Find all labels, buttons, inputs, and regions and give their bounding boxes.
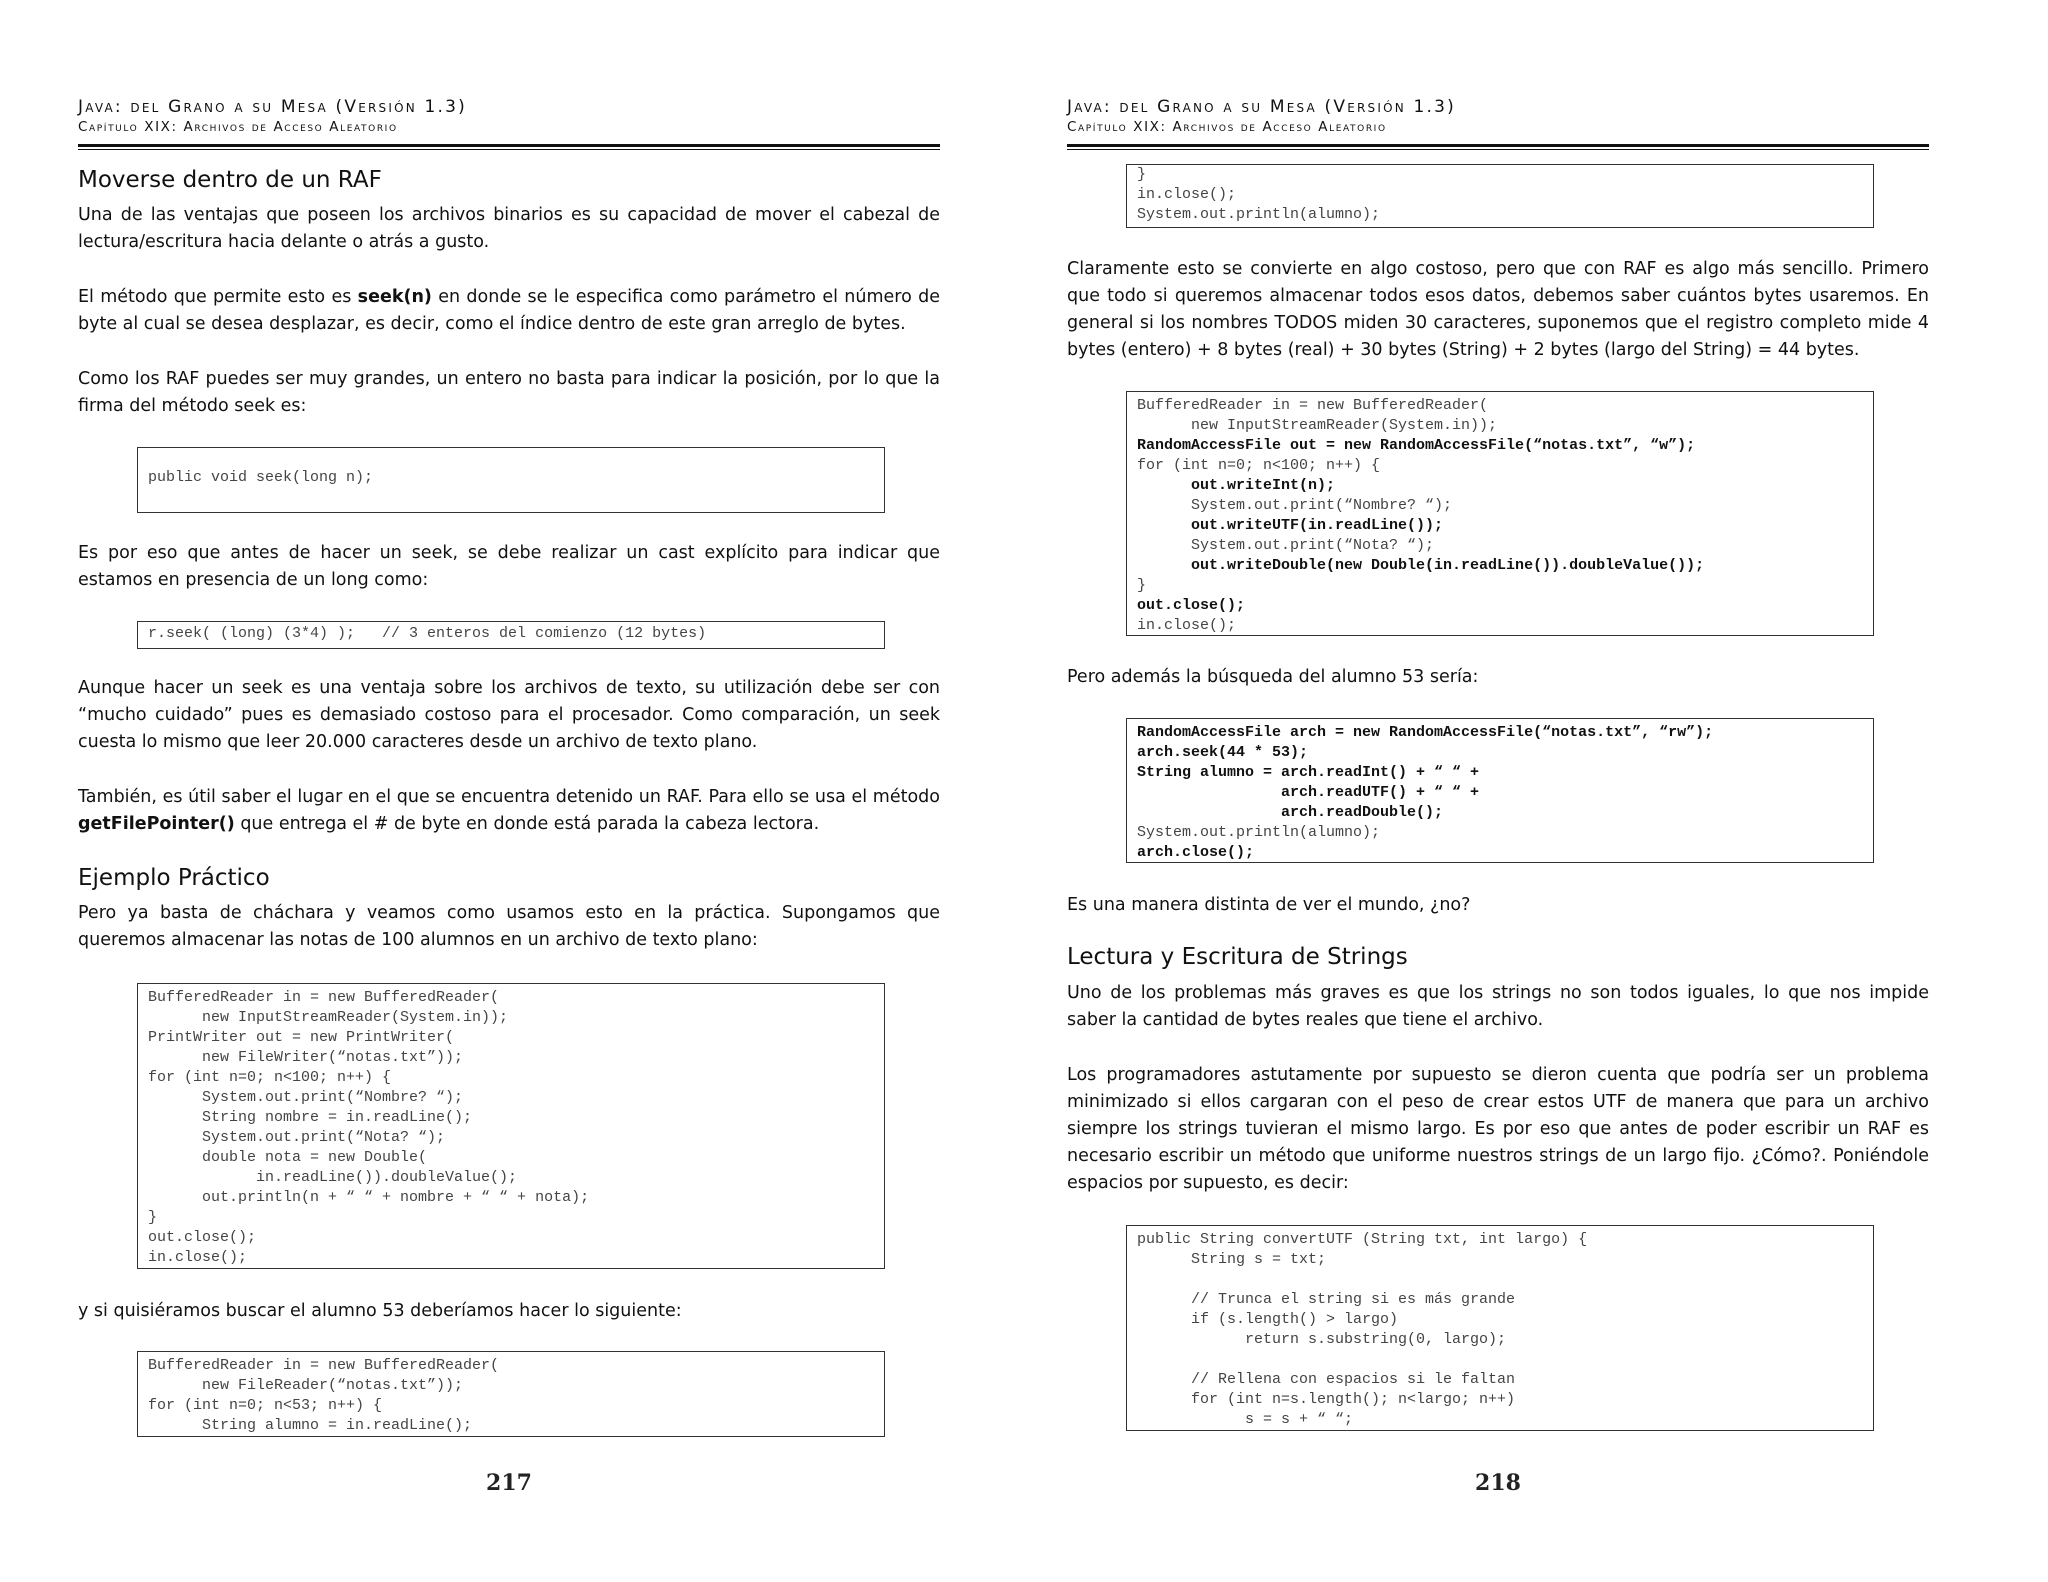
- paragraph-text: Pero además la búsqueda del alumno 53 sería:: [1067, 667, 1479, 687]
- book-title: Java: del Grano a su Mesa (Versión 1.3): [1067, 97, 1456, 117]
- code-text: public void seek(long n);: [148, 469, 374, 486]
- paragraph-text: Una de las ventajas que poseen los archivos binarios es su capacidad de mover el cabezal de lectura/escritura hacia delante o atrás a gusto.: [78, 205, 940, 252]
- paragraph-text: Pero ya basta de cháchara y veamos como usamos esto en la práctica. Supongamos que queremos almacenar las notas de 100 alumnos en un archivo de texto plano:: [78, 903, 940, 950]
- paragraph-text: El método que permite esto es seek(n) en donde se le especifica como parámetro el número de byte al cual se desea desplazar, es decir, como el índice dentro de este gran arreglo de bytes.: [78, 287, 940, 334]
- paragraph-text: Es por eso que antes de hacer un seek, se debe realizar un cast explícito para indicar que estamos en presencia de un long como:: [78, 543, 940, 590]
- paragraph-text: Uno de los problemas más graves es que los strings no son todos iguales, lo que nos impide saber la cantidad de bytes reales que tiene el archivo.: [1067, 983, 1929, 1030]
- page-number: 218: [1475, 1470, 1521, 1496]
- paragraph: [78, 540, 940, 594]
- paragraph: [78, 900, 940, 954]
- code-text: public String convertUTF (String txt, int largo) { String s = txt; // Trunca el string si es más grande if (s.length() > largo) return s.substring(0, largo); // Rellena con espacios si le faltan for (int n=s.length(); n<largo; n++) s = s + “ “;: [1137, 1231, 1588, 1428]
- code-block: [137, 447, 885, 513]
- header-rule-thick: [78, 144, 940, 147]
- code-text: BufferedReader in = new BufferedReader( new InputStreamReader(System.in)); RandomAccessFile out = new RandomAccessFile(“notas.txt”, “w”); for (int n=0; n<100; n++) { out.writeInt(n); System.out.print(“Nombre? “); out.writeUTF(in.readLine()); System.out.print(“Nota? “); out.writeDouble(new Double(in.readLine()).doubleValue()); } out.close(); in.close();: [1137, 397, 1705, 634]
- section-ejemplo: [78, 863, 940, 893]
- paragraph: [1067, 1062, 1929, 1197]
- paragraph: [1067, 980, 1929, 1034]
- book-title: Java: del Grano a su Mesa (Versión 1.3): [78, 97, 467, 117]
- code-text: BufferedReader in = new BufferedReader( new FileReader(“notas.txt”)); for (int n=0; n<53; n++) { String alumno = in.readLine();: [148, 1357, 500, 1434]
- paragraph: [78, 675, 940, 756]
- paragraph: [78, 202, 940, 256]
- paragraph-text: Los programadores astutamente por supuesto se dieron cuenta que podría ser un problema minimizado si ellos cargaran con el peso de crear estos UTF de manera que para un archivo siempre los strings tuvieran el mismo largo. Es por eso que antes de poder escribir un RAF es necesario escribir un método que uniforme nuestros strings de un largo fijo. ¿Cómo?. Poniéndole espacios por supuesto, es decir:: [1067, 1065, 1929, 1193]
- code-block: [137, 621, 885, 649]
- paragraph: [78, 1298, 940, 1325]
- paragraph: [1067, 892, 1929, 919]
- paragraph-text: y si quisiéramos buscar el alumno 53 deberíamos hacer lo siguiente:: [78, 1301, 682, 1321]
- page-number: 217: [486, 1470, 532, 1496]
- paragraph: [1067, 256, 1929, 364]
- paragraph-text: Es una manera distinta de ver el mundo, ¿no?: [1067, 895, 1471, 915]
- section-title: Ejemplo Práctico: [78, 865, 270, 891]
- code-text: RandomAccessFile arch = new RandomAccessFile(“notas.txt”, “rw”); arch.seek(44 * 53); String alumno = arch.readInt() + “ “ + arch.readUTF() + “ “ + arch.readDouble(); System.out.println(alumno); arch.close();: [1137, 724, 1714, 861]
- section-title: Lectura y Escritura de Strings: [1067, 944, 1408, 970]
- code-block: [137, 1351, 885, 1437]
- code-block: [1126, 718, 1874, 863]
- paragraph-text: Como los RAF puedes ser muy grandes, un entero no basta para indicar la posición, por lo que la firma del método seek es:: [78, 369, 940, 416]
- paragraph-text: Claramente esto se convierte en algo costoso, pero que con RAF es algo más sencillo. Primero que todo si queremos almacenar todos esos datos, debemos saber cuántos bytes usaremos. En general si los nombres TODOS miden 30 caracteres, suponemos que el registro completo mide 4 bytes (entero) + 8 bytes (real) + 30 bytes (String) + 2 bytes (largo del String) = 44 bytes.: [1067, 259, 1929, 360]
- section-title: Moverse dentro de un RAF: [78, 167, 382, 193]
- header-rule-thick: [1067, 144, 1929, 147]
- code-block: [1126, 164, 1874, 228]
- chapter-title: Capítulo XIX: Archivos de Acceso Aleatorio: [78, 119, 398, 135]
- header-rule-thin: [1067, 149, 1929, 150]
- code-text: BufferedReader in = new BufferedReader( new InputStreamReader(System.in)); PrintWriter out = new PrintWriter( new FileWriter(“notas.txt”)); for (int n=0; n<100; n++) { System.out.print(“Nombre? “); String nombre = in.readLine(); System.out.print(“Nota? “); double nota = new Double( in.readLine()).doubleValue(); out.println(n + “ “ + nombre + “ “ + nota); } out.close(); in.close();: [148, 989, 590, 1266]
- page-header: [78, 96, 940, 150]
- paragraph-text: Aunque hacer un seek es una ventaja sobre los archivos de texto, su utilización debe ser con “mucho cuidado” pues es demasiado costoso para el procesador. Como comparación, un seek cuesta lo mismo que leer 20.000 caracteres desde un archivo de texto plano.: [78, 678, 940, 752]
- code-text: } in.close(); System.out.println(alumno);: [1137, 166, 1381, 223]
- left-page: [78, 0, 948, 1582]
- code-block: [1126, 391, 1874, 636]
- header-rule-thin: [78, 149, 940, 150]
- section-moverse: [78, 165, 940, 195]
- section-lectura: [1067, 942, 1929, 972]
- code-text: r.seek( (long) (3*4) ); // 3 enteros del comienzo (12 bytes): [148, 625, 707, 642]
- paragraph: [78, 284, 940, 338]
- page-header: [1067, 96, 1929, 150]
- paragraph: [1067, 664, 1929, 691]
- chapter-title: Capítulo XIX: Archivos de Acceso Aleatorio: [1067, 119, 1387, 135]
- paragraph: [78, 366, 940, 420]
- code-block: [137, 983, 885, 1269]
- right-page: [1067, 0, 1937, 1582]
- paragraph: [78, 784, 940, 838]
- paragraph-text: También, es útil saber el lugar en el que se encuentra detenido un RAF. Para ello se usa el método getFilePointer() que entrega el # de byte en donde está parada la cabeza lectora.: [78, 787, 940, 834]
- code-block: [1126, 1225, 1874, 1431]
